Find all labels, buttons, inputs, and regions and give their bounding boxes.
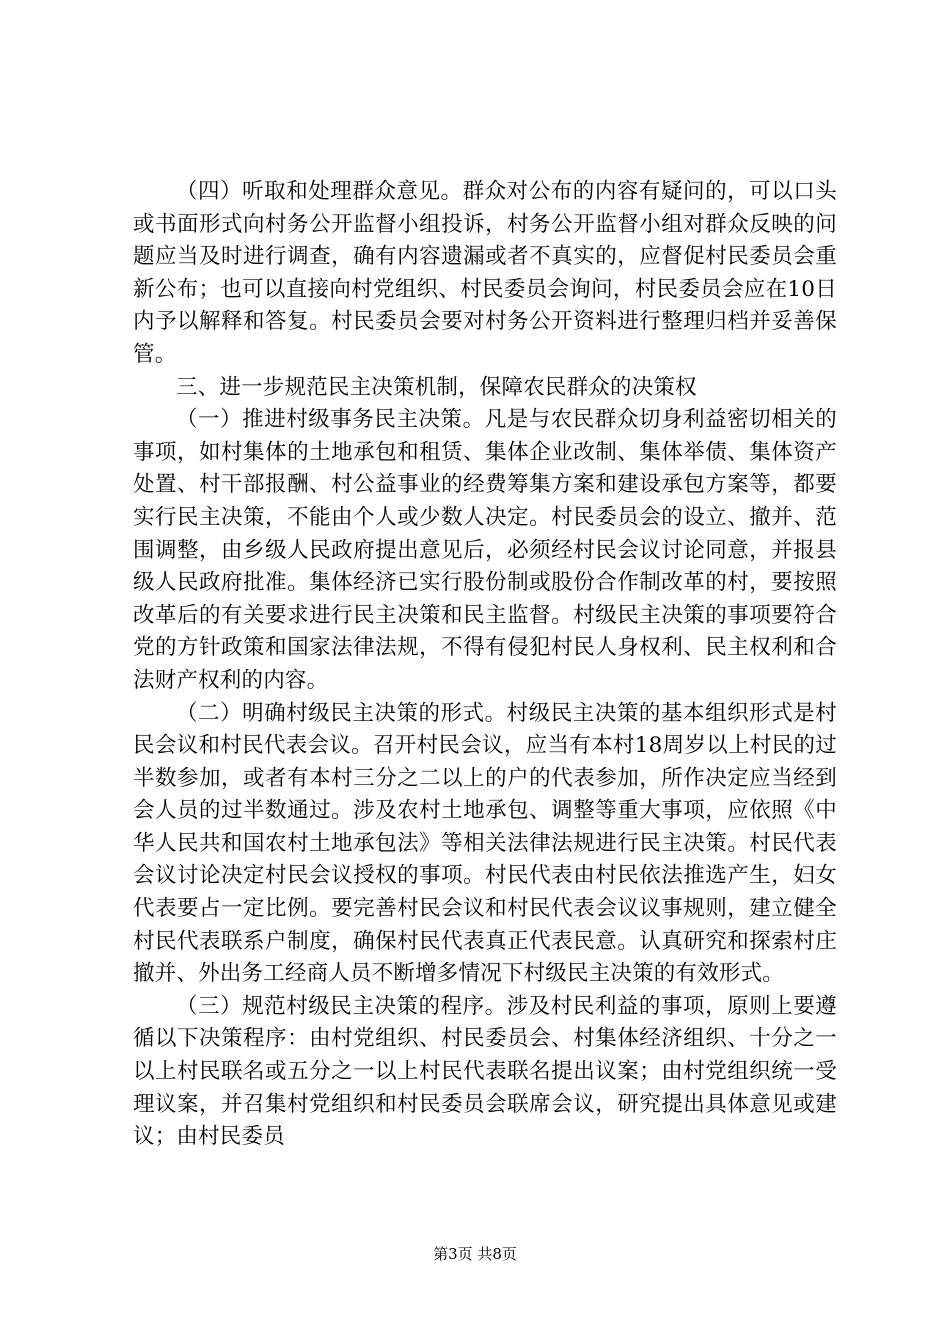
section-heading-decision-mechanism: 三、进一步规范民主决策机制，保障农民群众的决策权	[176, 374, 697, 400]
page-number-footer: 第3页 共8页	[433, 1245, 517, 1263]
paragraph-decision-procedure: （三）规范村级民主决策的程序。涉及村民利益的事项，原则上要遵循以下决策程序：由村党组织、村民委员会、村集体经济组织、十分之一以上村民联名或五分之一以上村民代表联名提出议案；由村党组织统一受理议案，并召集村党组织和村民委员会联席会议，研究提出具体意见或建议；由村民委员	[133, 993, 837, 1150]
paragraph-village-affairs-decision: （一）推进村级事务民主决策。凡是与农民群众切身利益密切相关的事项，如村集体的土地承包和租赁、集体企业改制、集体举债、集体资产处置、村干部报酬、村公益事业的经费筹集方案和建设承包方案等，都要实行民主决策，不能由个人或少数人决定。村民委员会的设立、撤并、范围调整，由乡级人民政府提出意见后，必须经村民会议讨论同意，并报县级人民政府批准。集体经济已实行股份制或股份合作制改革的村，要按照改革后的有关要求进行民主决策和民主监督。村级民主决策的事项要符合党的方针政策和国家法律法规，不得有侵犯村民人身权利、民主权利和合法财产权利的内容。	[133, 407, 837, 693]
paragraph-decision-forms: （二）明确村级民主决策的形式。村级民主决策的基本组织形式是村民会议和村民代表会议。召开村民会议，应当有本村18周岁以上村民的过半数参加，或者有本村三分之二以上的户的代表参加，所作决定应当经到会人员的过半数通过。涉及农村土地承包、调整等重大事项，应依照《中华人民共和国农村土地承包法》等相关法律法规进行民主决策。村民代表会议讨论决定村民会议授权的事项。村民代表由村民依法推选产生，妇女代表要占一定比例。要完善村民会议和村民代表会议议事规则，建立健全村民代表联系户制度，确保村民代表真正代表民意。认真研究和探索村庄撤并、外出务工经商人员不断增多情况下村级民主决策的有效形式。	[133, 700, 837, 987]
paragraph-public-opinion: （四）听取和处理群众意见。群众对公布的内容有疑问的，可以口头或书面形式向村务公开监督小组投诉，村务公开监督小组对群众反映的问题应当及时进行调查，确有内容遗漏或者不真实的，应督促村民委员会重新公布；也可以直接向村党组织、村民委员会询问，村民委员会应在10日内予以解释和答复。村民委员会要对村务公开资料进行整理归档并妥善保管。	[133, 179, 837, 367]
document-body	[133, 176, 837, 1154]
